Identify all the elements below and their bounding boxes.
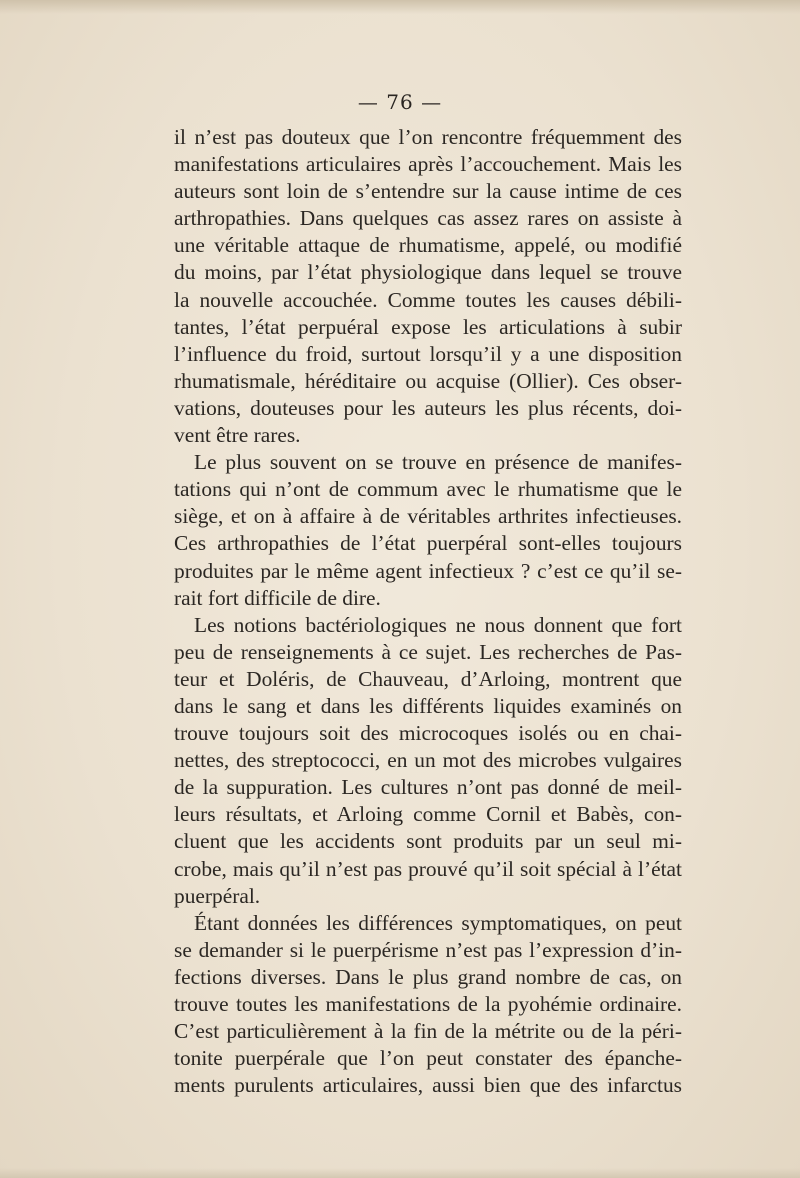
text-line: cluent que les accidents sont produits par un seul mi- (174, 829, 682, 854)
text-line: la nouvelle accouchée. Comme toutes les causes débili- (174, 287, 682, 312)
text-line: Le plus souvent on se trouve en présence de manifes- (194, 450, 682, 475)
text-line: C’est particulièrement à la fin de la métrite ou de la péri- (174, 1019, 682, 1044)
page-bottom-edge (0, 1168, 800, 1178)
text-line: Ces arthropathies de l’état puerpéral sont-elles toujours (174, 531, 682, 556)
text-line: tantes, l’état perpuéral expose les articulations à subir (174, 314, 682, 339)
text-line: dans le sang et dans les différents liquides examinés on (174, 693, 682, 718)
text-line: Les notions bactériologiques ne nous donnent que fort (194, 612, 682, 637)
text-line: produites par le même agent infectieux ? c’est ce qu’il se- (174, 558, 682, 583)
paragraph (174, 612, 682, 910)
paragraph (174, 449, 682, 612)
text-line: trouve toutes les manifestations de la pyohémie ordinaire. (174, 992, 682, 1016)
text-line: rait fort difficile de dire. (174, 585, 381, 610)
paragraph (174, 124, 682, 449)
text-line: siège, et on à affaire à de véritables arthrites infectieuses. (174, 504, 682, 529)
text-line: vent être rares. (174, 423, 301, 448)
text-line: arthropathies. Dans quelques cas assez rares on assiste à (174, 206, 682, 231)
text-line: de la suppuration. Les cultures n’ont pas donné de meil- (174, 775, 682, 800)
text-line: nettes, des streptococci, en un mot des microbes vulgaires (174, 748, 682, 773)
text-line: ments purulents articulaires, aussi bien que des infarctus (174, 1073, 682, 1098)
body-text (174, 124, 682, 1099)
text-line: tations qui n’ont de commum avec le rhumatisme que le (174, 477, 682, 502)
text-line: il n’est pas douteux que l’on rencontre fréquemment des (174, 125, 682, 149)
text-line: auteurs sont loin de s’entendre sur la cause intime de ces (174, 179, 682, 204)
text-line: se demander si le puerpérisme n’est pas l’expression d’in- (174, 937, 682, 962)
text-line: une véritable attaque de rhumatisme, appelé, ou modifié (174, 233, 682, 258)
text-line: vations, douteuses pour les auteurs les plus récents, doi- (174, 395, 682, 420)
text-line: leurs résultats, et Arloing comme Cornil et Babès, con- (174, 802, 682, 827)
text-line: tonite puerpérale que l’on peut constater des épanche- (174, 1046, 682, 1071)
text-line: rhumatismale, héréditaire ou acquise (Ollier). Ces obser- (174, 368, 682, 393)
text-line: peu de renseignements à ce sujet. Les recherches de Pas- (174, 639, 682, 664)
page-number: — 76 — (357, 90, 443, 114)
text-line: trouve toujours soit des microcoques isolés ou en chai- (174, 721, 682, 746)
page-top-edge (0, 0, 800, 14)
text-line: manifestations articulaires après l’accouchement. Mais les (174, 152, 682, 177)
paragraph (174, 910, 682, 1100)
text-line: puerpéral. (174, 883, 261, 908)
text-line: teur et Doléris, de Chauveau, d’Arloing, montrent que (174, 666, 682, 691)
text-line: crobe, mais qu’il n’est pas prouvé qu’il soit spécial à l’état (174, 856, 682, 881)
text-line: l’influence du froid, surtout lorsqu’il y a une disposition (174, 341, 682, 366)
text-line: Étant données les différences symptomatiques, on peut (194, 910, 682, 935)
text-line: du moins, par l’état physiologique dans lequel se trouve (174, 260, 682, 285)
text-line: fections diverses. Dans le plus grand nombre de cas, on (174, 964, 682, 989)
